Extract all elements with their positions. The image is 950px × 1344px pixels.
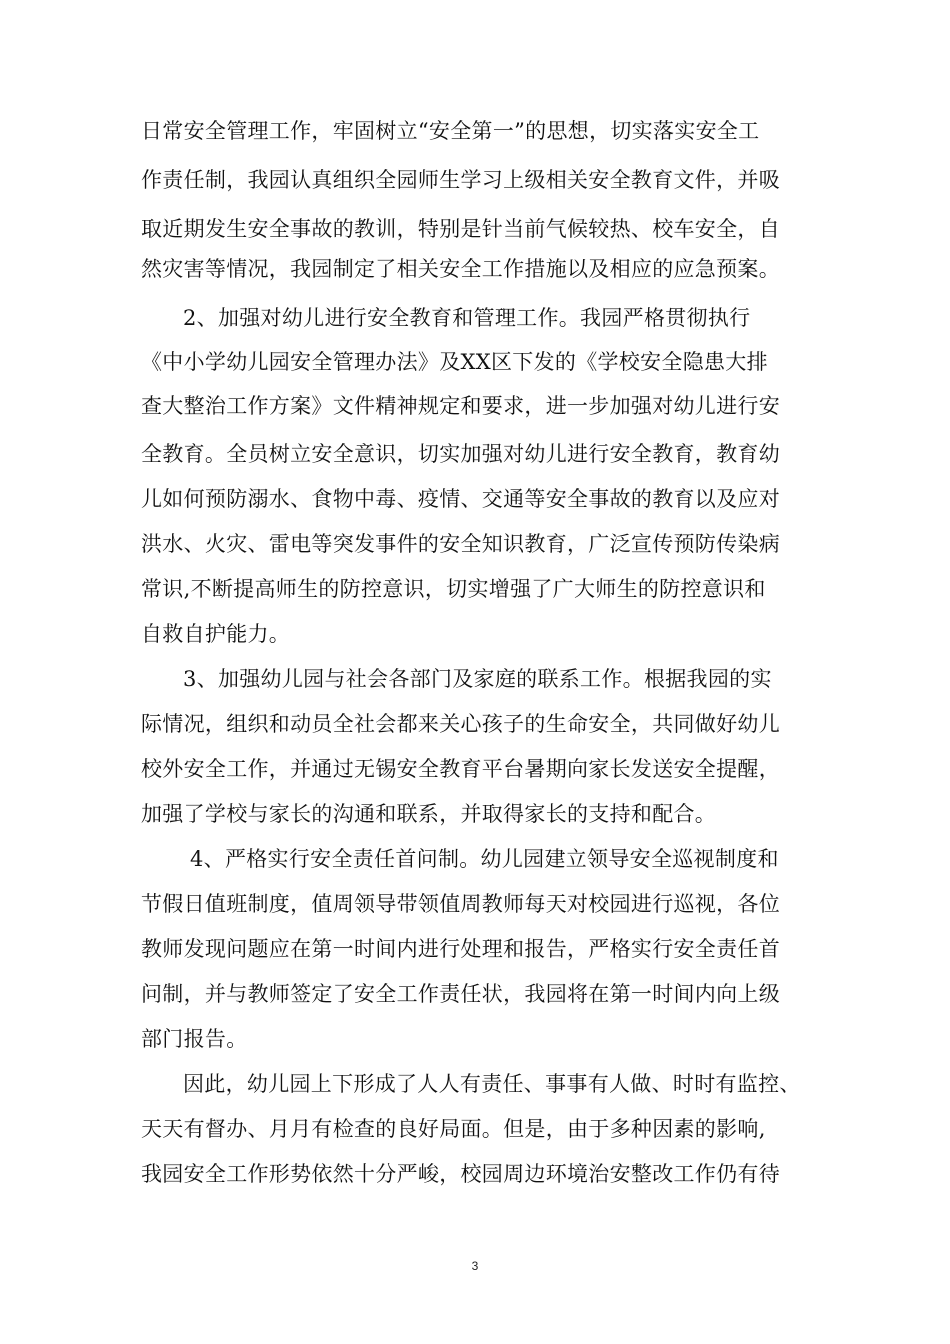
text-line: 常识,不断提高师生的防控意识，切实增强了广大师生的防控意识和 xyxy=(141,577,766,601)
text-line: 问制，并与教师签定了安全工作责任状，我园将在第一时间内向上级 xyxy=(141,982,780,1006)
text-line: 日常安全管理工作，牢固树立“安全第一”的思想，切实落实安全工 xyxy=(141,119,760,143)
paragraph-4-first-line: 4、严格实行安全责任首问制。幼儿园建立领导安全巡视制度和 xyxy=(190,847,779,871)
text-line: 自救自护能力。 xyxy=(141,622,291,646)
text-line: 全教育。全员树立安全意识，切实加强对幼儿进行安全教育，教育幼 xyxy=(141,442,780,466)
text-line: 校外安全工作，并通过无锡安全教育平台暑期向家长发送安全提醒， xyxy=(141,757,780,781)
text-line: 际情况，组织和动员全社会都来关心孩子的生命安全，共同做好幼儿 xyxy=(141,712,780,736)
text-line: 然灾害等情况，我园制定了相关安全工作措施以及相应的应急预案。 xyxy=(141,257,780,281)
text-line: 儿如何预防溺水、食物中毒、疫情、交通等安全事故的教育以及应对 xyxy=(141,487,780,511)
text-line: 节假日值班制度，值周领导带领值周教师每天对校园进行巡视，各位 xyxy=(141,892,780,916)
paragraph-3-first-line: 3、加强幼儿园与社会各部门及家庭的联系工作。根据我园的实 xyxy=(183,667,772,691)
text-line: 天天有督办、月月有检查的良好局面。但是，由于多种因素的影响, xyxy=(141,1117,766,1141)
text-line: 《中小学幼儿园安全管理办法》及XX区下发的《学校安全隐患大排 xyxy=(141,350,768,374)
text-line: 部门报告。 xyxy=(141,1027,248,1051)
text-line: 查大整治工作方案》文件精神规定和要求，进一步加强对幼儿进行安 xyxy=(141,394,780,418)
page-number: 3 xyxy=(471,1259,479,1273)
text-line: 取近期发生安全事故的教训，特别是针当前气候较热、校车安全，自 xyxy=(141,217,780,241)
text-line: 加强了学校与家长的沟通和联系，并取得家长的支持和配合。 xyxy=(141,802,717,826)
paragraph-5-first-line: 因此，幼儿园上下形成了人人有责任、事事有人做、时时有监控、 xyxy=(183,1072,801,1096)
paragraph-2-first-line: 2、加强对幼儿进行安全教育和管理工作。我园严格贯彻执行 xyxy=(183,306,751,330)
text-line: 作责任制，我园认真组织全园师生学习上级相关安全教育文件，并吸 xyxy=(141,168,780,192)
text-line: 我园安全工作形势依然十分严峻，校园周边环境治安整改工作仍有待 xyxy=(141,1162,780,1186)
text-line: 教师发现问题应在第一时间内进行处理和报告，严格实行安全责任首 xyxy=(141,937,780,961)
text-line: 洪水、火灾、雷电等突发事件的安全知识教育，广泛宣传预防传染病 xyxy=(141,532,780,556)
